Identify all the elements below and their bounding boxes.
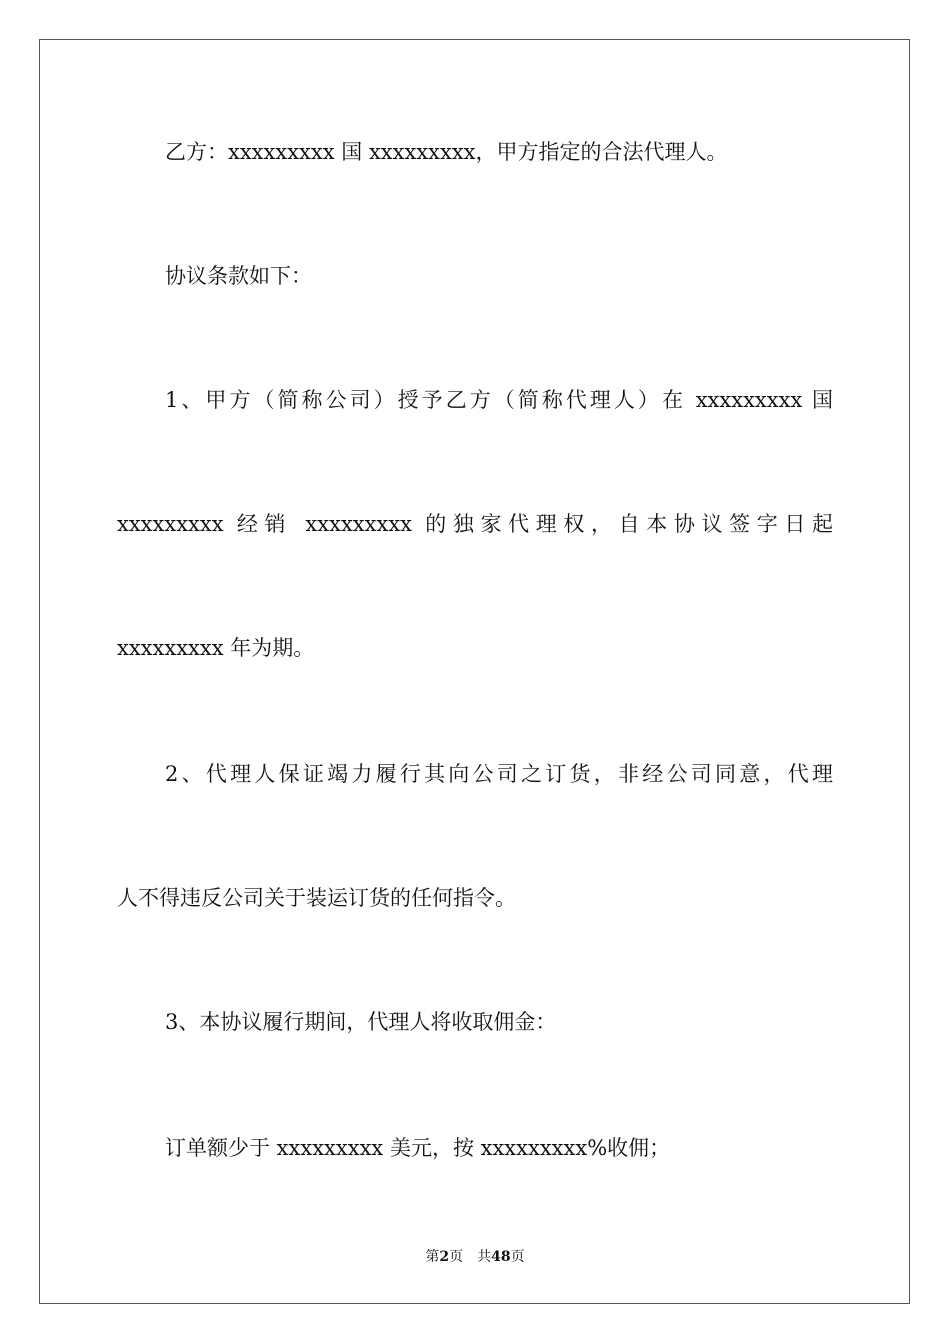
terms-heading: 协议条款如下： (165, 264, 312, 288)
total-prefix: 共 (477, 1249, 492, 1265)
clause-2-line-1: 2、代理人保证竭力履行其向公司之订货，非经公司同意，代理 (165, 762, 833, 786)
party-b-line: 乙方：xxxxxxxxx 国 xxxxxxxxx，甲方指定的合法代理人。 (165, 140, 728, 164)
page-border (39, 39, 910, 1304)
page-number: 2 (439, 1249, 450, 1265)
commission-rate-line: 订单额少于 xxxxxxxxx 美元，按 xxxxxxxxx%收佣； (165, 1136, 671, 1160)
footer-prefix: 第 (425, 1249, 440, 1265)
clause-2-line-2: 人不得违反公司关于装运订货的任何指令。 (117, 886, 516, 910)
clause-3-line-1: 3、本协议履行期间，代理人将收取佣金： (165, 1010, 557, 1034)
clause-1-line-2: xxxxxxxxx 经销 xxxxxxxxx 的独家代理权，自本协议签字日起 (117, 512, 833, 536)
total-pages: 48 (491, 1249, 511, 1265)
page-unit: 页 (449, 1249, 464, 1265)
page-footer (0, 1248, 950, 1266)
total-unit: 页 (510, 1249, 525, 1265)
clause-1-line-3: xxxxxxxxx 年为期。 (117, 636, 315, 660)
clause-1-line-1: 1、甲方（简称公司）授予乙方（简称代理人）在 xxxxxxxxx 国 (165, 388, 833, 412)
